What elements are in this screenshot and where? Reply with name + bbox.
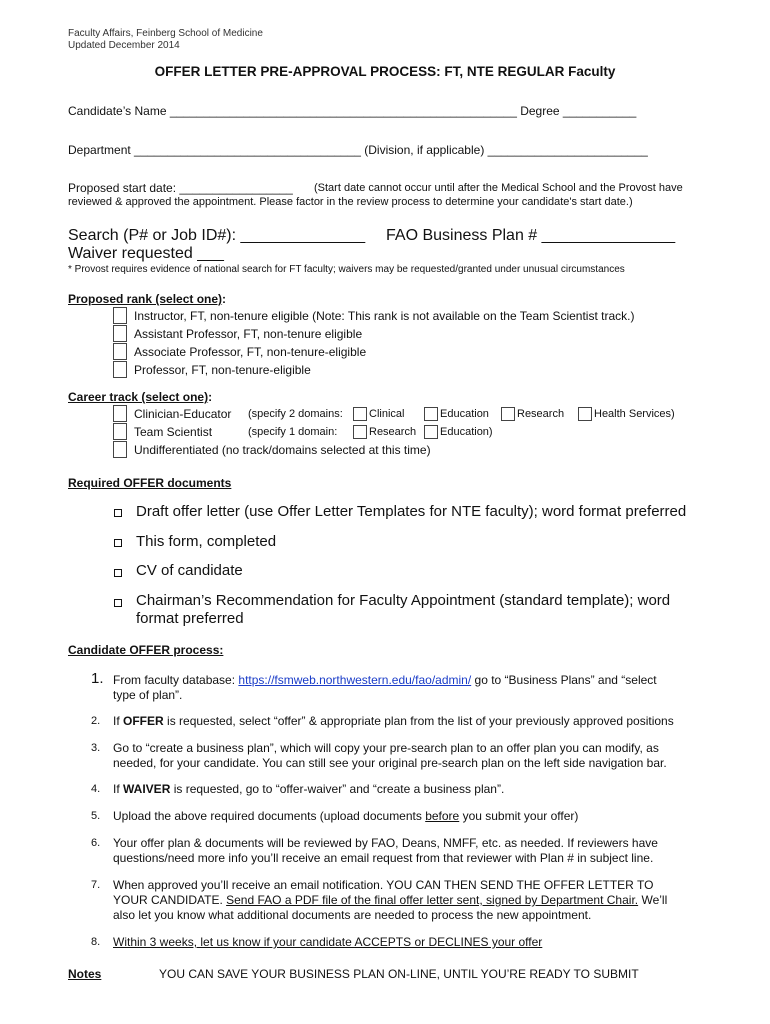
ce-domain-checkbox-clinical[interactable] (353, 407, 367, 421)
ts-domain-checkbox-education[interactable] (424, 425, 438, 439)
ts-domain-checkbox-research[interactable] (353, 425, 367, 439)
start-date-field: Proposed start date: _________________ (68, 181, 293, 195)
notes-text: YOU CAN SAVE YOUR BUSINESS PLAN ON-LINE, UNTIL YOU’RE READY TO SUBMIT (159, 967, 639, 981)
org-line: Faculty Affairs, Feinberg School of Medicine (68, 28, 263, 39)
ce-domain-education: Education (440, 408, 489, 420)
step-7-text-cont: YOUR CANDIDATE. Send FAO a PDF file of the final offer letter sent, signed by Department Chair. We’ll (113, 893, 668, 907)
rank-option-instructor: Instructor, FT, non-tenure eligible (Note: This rank is not available on the Team Scientist track.) (134, 309, 635, 323)
step-2-text: If OFFER is requested, select “offer” & appropriate plan from the list of your previously approved positions (113, 714, 674, 728)
bullet-icon (114, 539, 122, 547)
ts-domain-education: Education) (440, 426, 493, 438)
rank-option-professor: Professor, FT, non-tenure-eligible (134, 363, 311, 377)
step-7-text: When approved you’ll receive an email notification. YOU CAN THEN SEND THE OFFER LETTER TO (113, 878, 654, 892)
step-number: 3. (91, 742, 101, 754)
step-number: 7. (91, 879, 101, 891)
step-4-text: If WAIVER is requested, go to “offer-waiver” and “create a business plan”. (113, 782, 505, 796)
step-number: 2. (91, 715, 101, 727)
step-number: 6. (91, 837, 101, 849)
career-heading: Career track (select one): (68, 390, 213, 404)
bullet-icon (114, 599, 122, 607)
search-field: Search (P# or Job ID#): ______________ (68, 227, 366, 244)
rank-checkbox-instructor[interactable] (113, 307, 127, 324)
process-heading: Candidate OFFER process: (68, 643, 224, 657)
step-6-text: Your offer plan & documents will be reviewed by FAO, Deans, NMFF, etc. as needed. If reviewers have (113, 836, 658, 850)
rank-option-assistant: Assistant Professor, FT, non-tenure eligible (134, 327, 363, 341)
ce-domain-research: Research (517, 408, 565, 420)
start-date-note-cont: reviewed & approved the appointment. Please factor in the review process to determine your candidate's start date.) (68, 196, 633, 208)
rank-option-associate: Associate Professor, FT, non-tenure-eligible (134, 345, 367, 359)
provost-note: * Provost requires evidence of national search for FT faculty; waivers may be requested/granted under unusual circumstances (68, 264, 625, 275)
fao-plan-field: FAO Business Plan # _______________ (386, 227, 676, 244)
step-6-text-cont: questions/need more info you’ll receive an email request from that reviewer with Plan # in subject line. (113, 851, 654, 865)
step-5-text: Upload the above required documents (upload documents before you submit your offer) (113, 809, 579, 823)
career-option-team-scientist: Team Scientist (134, 425, 213, 439)
career-checkbox-team-scientist[interactable] (113, 423, 127, 440)
ce-domain-checkbox-research[interactable] (501, 407, 515, 421)
rank-checkbox-associate[interactable] (113, 343, 127, 360)
notes-label: Notes (68, 967, 102, 981)
step-3-text: Go to “create a business plan”, which will copy your pre-search plan to an offer plan you can modify, as (113, 741, 659, 755)
candidate-name-field: Candidate’s Name ____________________________________________________ Degree ___________ (68, 104, 637, 118)
step-1-text-cont: type of plan”. (113, 688, 183, 702)
step-number: 8. (91, 936, 101, 948)
career-option-clinician: Clinician-Educator (134, 407, 232, 421)
step-8-text: Within 3 weeks, let us know if your candidate ACCEPTS or DECLINES your offer (113, 935, 543, 949)
required-item-cv: CV of candidate (136, 562, 243, 579)
ce-domain-health-services: Health Services) (594, 408, 675, 420)
career-option-undifferentiated: Undifferentiated (no track/domains selected at this time) (134, 443, 431, 457)
step-number: 5. (91, 810, 101, 822)
waiver-field: Waiver requested ___ (68, 245, 224, 262)
step-3-text-cont: needed, for your candidate. You can still see your original pre-search plan on the left side navigation bar. (113, 756, 667, 770)
page-title: OFFER LETTER PRE-APPROVAL PROCESS: FT, NTE REGULAR Faculty (154, 64, 616, 79)
department-field: Department __________________________________ (Division, if applicable) ________________________ (68, 143, 648, 157)
career-checkbox-undifferentiated[interactable] (113, 441, 127, 458)
clinician-spec: (specify 2 domains: (248, 408, 343, 420)
bullet-icon (114, 569, 122, 577)
step-number: 4. (91, 783, 101, 795)
bullet-icon (114, 509, 122, 517)
ce-domain-checkbox-education[interactable] (424, 407, 438, 421)
fsmweb-link[interactable]: https://fsmweb.northwestern.edu/fao/admin/ (238, 673, 472, 687)
start-date-note: (Start date cannot occur until after the Medical School and the Provost have (314, 182, 683, 194)
required-item-recommendation: Chairman’s Recommendation for Faculty Appointment (standard template); word (136, 592, 671, 609)
rank-checkbox-professor[interactable] (113, 361, 127, 378)
team-spec: (specify 1 domain: (248, 426, 338, 438)
rank-heading: Proposed rank (select one): (68, 292, 227, 306)
rank-checkbox-assistant[interactable] (113, 325, 127, 342)
ce-domain-clinical: Clinical (369, 408, 405, 420)
step-7-text-cont2: also let you know what additional documents are needed to process the new appointment. (113, 908, 592, 922)
step-1-text: From faculty database: https://fsmweb.northwestern.edu/fao/admin/ go to “Business Plans” and “select (113, 673, 657, 687)
required-item-recommendation-cont: format preferred (136, 610, 244, 627)
required-heading: Required OFFER documents (68, 476, 232, 490)
updated-line: Updated December 2014 (68, 40, 180, 51)
career-checkbox-clinician[interactable] (113, 405, 127, 422)
required-item-form: This form, completed (136, 533, 277, 550)
ce-domain-checkbox-health-services[interactable] (578, 407, 592, 421)
ts-domain-research: Research (369, 426, 417, 438)
step-number: 1. (91, 670, 104, 687)
required-item-draft: Draft offer letter (use Offer Letter Templates for NTE faculty); word format preferred (136, 503, 687, 520)
